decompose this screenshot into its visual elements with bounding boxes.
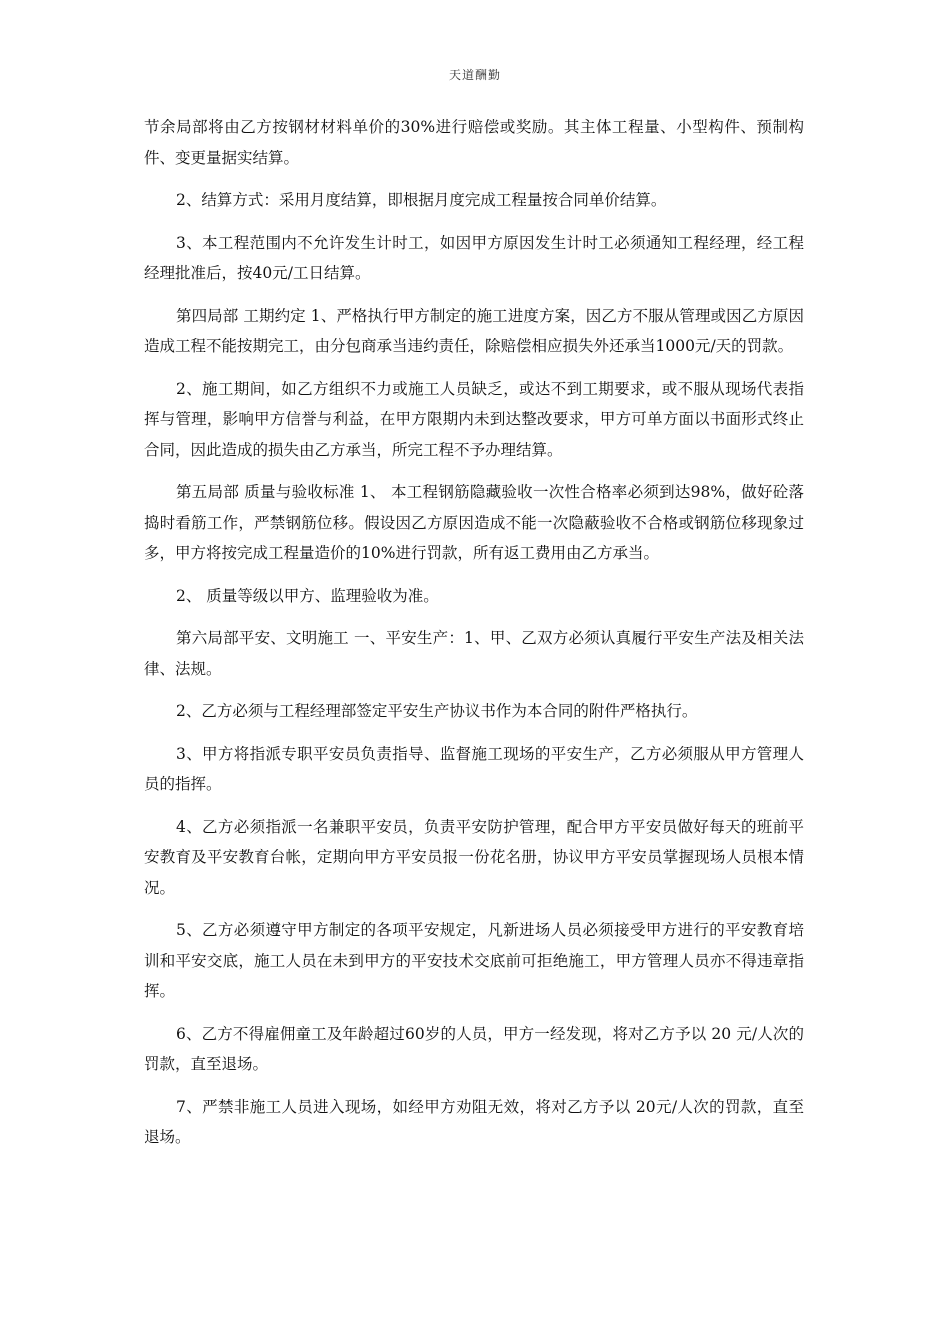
paragraph-settlement-method: 2、结算方式：采用月度结算，即根据月度完成工程量按合同单价结算。 (176, 191, 667, 209)
paragraph-non-workers: 7、严禁非施工人员进入现场，如经甲方劝阻无效，将对乙方予以 20元/人次的罚款，直至退场。 (144, 1097, 804, 1146)
paragraph-part-time-officer: 4、乙方必须指派一名兼职平安员，负责平安防护管理，配合甲方平安员做好每天的班前平安教育及平安教育台帐，定期向甲方平安员报一份花名册，协议甲方平安员掌握现场人员根本情况。 (144, 817, 804, 897)
paragraph-section-five-quality: 第五局部 质量与验收标准 1、 本工程钢筋隐藏验收一次性合格率必须到达98%，做好砼落捣时看筋工作，严禁钢筋位移。假设因乙方原因造成不能一次隐蔽验收不合格或钢筋位移现象过多，甲方将按完成工程量造价的10%进行罚款，所有返工费用由乙方承当。 (144, 483, 804, 562)
paragraph-child-labor: 6、乙方不得雇佣童工及年龄超过60岁的人员，甲方一经发现，将对乙方予以 20 元/人次的罚款，直至退场。 (144, 1024, 804, 1073)
paragraph-section-four-schedule: 第四局部 工期约定 1、严格执行甲方制定的施工进度方案，因乙方不服从管理或因乙方原因造成工程不能按期完工，由分包商承当违约责任，除赔偿相应损失外还承当1000元/天的罚款。 (144, 306, 804, 355)
paragraph-section-six-safety: 第六局部平安、文明施工 一、平安生产：1、甲、乙双方必须认真履行平安生产法及相关法律、法规。 (144, 629, 804, 678)
paragraph-quality-grade: 2、 质量等级以甲方、监理验收为准。 (176, 586, 439, 605)
paragraph-construction-period: 2、施工期间，如乙方组织不力或施工人员缺乏，或达不到工期要求，或不服从现场代表指挥与管理，影响甲方信誉与利益，在甲方限期内未到达整改要求，甲方可单方面以书面形式终止合同，因此造成的损失由乙方承当，所完工程不予办理结算。 (144, 379, 804, 459)
page-header: 天道酬勤 (448, 68, 501, 82)
document-body (144, 112, 804, 1165)
paragraph-hourly-work: 3、本工程范围内不允许发生计时工，如因甲方原因发生计时工必须通知工程经理，经工程经理批准后，按40元/工日结算。 (144, 233, 804, 282)
paragraph-safety-rules: 5、乙方必须遵守甲方制定的各项平安规定，凡新进场人员必须接受甲方进行的平安教育培训和平安交底，施工人员在未到甲方的平安技术交底前可拒绝施工，甲方管理人员亦不得违章指挥。 (144, 921, 804, 1000)
paragraph-continuation: 节余局部将由乙方按钢材材料单价的30%进行赔偿或奖励。其主体工程量、小型构件、预制构件、变更量据实结算。 (144, 118, 804, 167)
paragraph-safety-agreement: 2、乙方必须与工程经理部签定平安生产协议书作为本合同的附件严格执行。 (176, 702, 698, 720)
paragraph-safety-officer: 3、甲方将指派专职平安员负责指导、监督施工现场的平安生产，乙方必须服从甲方管理人员的指挥。 (144, 744, 804, 793)
